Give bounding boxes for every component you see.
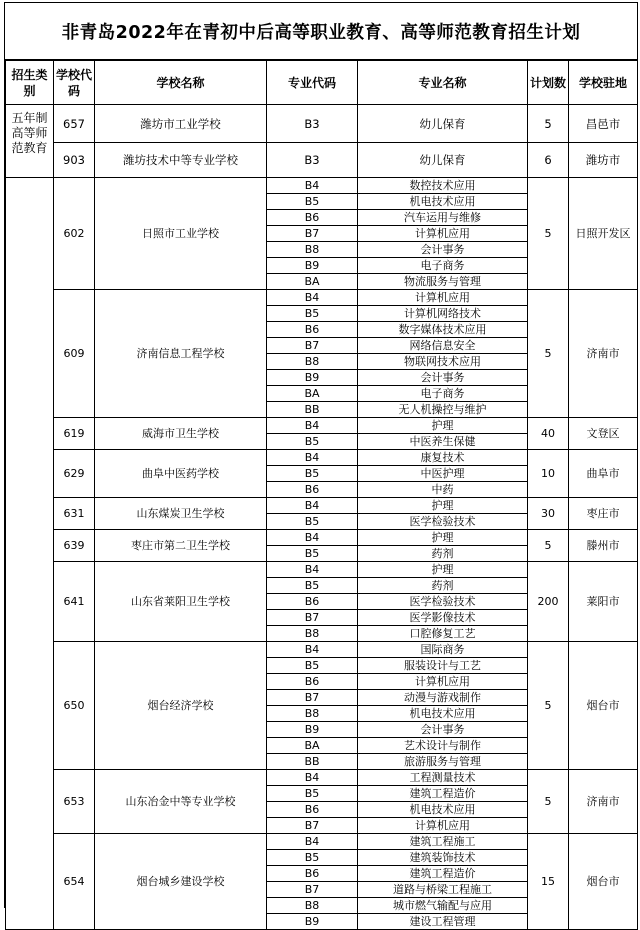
major-name-cell: 建筑装饰技术 bbox=[358, 850, 528, 866]
major-code-cell: B7 bbox=[267, 338, 358, 354]
school-location-cell: 济南市 bbox=[569, 770, 638, 834]
major-code-cell: B5 bbox=[267, 514, 358, 530]
major-code-cell: B8 bbox=[267, 242, 358, 258]
major-name-cell: 无人机操控与维护 bbox=[358, 402, 528, 418]
major-name-cell: 计算机网络技术 bbox=[358, 306, 528, 322]
major-code-cell: B6 bbox=[267, 802, 358, 818]
school-name-cell: 枣庄市第二卫生学校 bbox=[95, 530, 267, 562]
major-code-cell: B4 bbox=[267, 530, 358, 546]
major-code-cell: B6 bbox=[267, 482, 358, 498]
major-name-cell: 数字媒体技术应用 bbox=[358, 322, 528, 338]
major-name-cell: 电子商务 bbox=[358, 258, 528, 274]
major-name-cell: 护理 bbox=[358, 562, 528, 578]
school-name-cell: 威海市卫生学校 bbox=[95, 418, 267, 450]
school-location-cell: 曲阜市 bbox=[569, 450, 638, 498]
school-code-cell: 631 bbox=[54, 498, 95, 530]
header-category: 招生类别 bbox=[6, 61, 54, 105]
school-code-cell: 619 bbox=[54, 418, 95, 450]
header-major-name: 专业名称 bbox=[358, 61, 528, 105]
major-code-cell: B7 bbox=[267, 610, 358, 626]
table-row bbox=[6, 290, 638, 306]
major-name-cell: 艺术设计与制作 bbox=[358, 738, 528, 754]
table-row bbox=[6, 770, 638, 786]
plan-count-cell: 40 bbox=[528, 418, 569, 450]
school-name-cell: 烟台城乡建设学校 bbox=[95, 834, 267, 930]
major-code-cell: B9 bbox=[267, 722, 358, 738]
school-code-cell: 654 bbox=[54, 834, 95, 930]
major-name-cell: 工程测量技术 bbox=[358, 770, 528, 786]
school-code-cell: 641 bbox=[54, 562, 95, 642]
school-name-cell: 潍坊技术中等专业学校 bbox=[95, 143, 267, 178]
major-code-cell: B4 bbox=[267, 770, 358, 786]
major-code-cell: B5 bbox=[267, 466, 358, 482]
major-code-cell: B3 bbox=[267, 105, 358, 143]
major-name-cell: 护理 bbox=[358, 530, 528, 546]
admission-plan-table bbox=[5, 60, 638, 930]
admission-plan-sheet bbox=[4, 2, 638, 928]
plan-count-cell: 5 bbox=[528, 770, 569, 834]
school-code-cell: 657 bbox=[54, 105, 95, 143]
plan-count-cell: 5 bbox=[528, 105, 569, 143]
header-school-name: 学校名称 bbox=[95, 61, 267, 105]
major-name-cell: 中药 bbox=[358, 482, 528, 498]
major-name-cell: 物流服务与管理 bbox=[358, 274, 528, 290]
major-code-cell: B8 bbox=[267, 354, 358, 370]
major-name-cell: 医学检验技术 bbox=[358, 514, 528, 530]
major-code-cell: B5 bbox=[267, 546, 358, 562]
major-code-cell: B5 bbox=[267, 578, 358, 594]
major-name-cell: 城市燃气输配与应用 bbox=[358, 898, 528, 914]
table-row bbox=[6, 498, 638, 514]
major-code-cell: B6 bbox=[267, 594, 358, 610]
major-code-cell: B4 bbox=[267, 498, 358, 514]
major-code-cell: BA bbox=[267, 386, 358, 402]
document-title: 非青岛2022年在青初中后高等职业教育、高等师范教育招生计划 bbox=[5, 2, 637, 60]
plan-count-cell: 30 bbox=[528, 498, 569, 530]
school-name-cell: 曲阜中医药学校 bbox=[95, 450, 267, 498]
school-location-cell: 烟台市 bbox=[569, 642, 638, 770]
major-code-cell: BB bbox=[267, 754, 358, 770]
major-code-cell: B7 bbox=[267, 818, 358, 834]
major-name-cell: 道路与桥梁工程施工 bbox=[358, 882, 528, 898]
school-code-cell: 653 bbox=[54, 770, 95, 834]
table-row bbox=[6, 105, 638, 143]
table-row bbox=[6, 834, 638, 850]
major-code-cell: B4 bbox=[267, 178, 358, 194]
major-name-cell: 国际商务 bbox=[358, 642, 528, 658]
major-code-cell: B5 bbox=[267, 658, 358, 674]
major-code-cell: BA bbox=[267, 738, 358, 754]
major-name-cell: 会计事务 bbox=[358, 242, 528, 258]
major-name-cell: 动漫与游戏制作 bbox=[358, 690, 528, 706]
major-name-cell: 机电技术应用 bbox=[358, 802, 528, 818]
major-name-cell: 建筑工程造价 bbox=[358, 786, 528, 802]
school-name-cell: 山东省莱阳卫生学校 bbox=[95, 562, 267, 642]
major-name-cell: 医学影像技术 bbox=[358, 610, 528, 626]
plan-count-cell: 200 bbox=[528, 562, 569, 642]
major-name-cell: 旅游服务与管理 bbox=[358, 754, 528, 770]
major-code-cell: B6 bbox=[267, 674, 358, 690]
school-location-cell: 滕州市 bbox=[569, 530, 638, 562]
major-name-cell: 会计事务 bbox=[358, 722, 528, 738]
major-code-cell: B5 bbox=[267, 306, 358, 322]
major-name-cell: 药剂 bbox=[358, 578, 528, 594]
school-code-cell: 602 bbox=[54, 178, 95, 290]
major-name-cell: 数控技术应用 bbox=[358, 178, 528, 194]
major-code-cell: B4 bbox=[267, 450, 358, 466]
major-name-cell: 计算机应用 bbox=[358, 290, 528, 306]
major-code-cell: B5 bbox=[267, 786, 358, 802]
major-name-cell: 计算机应用 bbox=[358, 674, 528, 690]
table-row bbox=[6, 642, 638, 658]
school-code-cell: 639 bbox=[54, 530, 95, 562]
major-code-cell: B8 bbox=[267, 626, 358, 642]
major-name-cell: 中医养生保健 bbox=[358, 434, 528, 450]
major-code-cell: B4 bbox=[267, 418, 358, 434]
table-row bbox=[6, 418, 638, 434]
major-code-cell: B8 bbox=[267, 706, 358, 722]
major-code-cell: B5 bbox=[267, 850, 358, 866]
school-code-cell: 629 bbox=[54, 450, 95, 498]
major-code-cell: B7 bbox=[267, 690, 358, 706]
category-cell: 五年制高等师范教育 bbox=[6, 105, 54, 178]
major-name-cell: 护理 bbox=[358, 498, 528, 514]
header-location: 学校驻地 bbox=[569, 61, 638, 105]
school-name-cell: 山东冶金中等专业学校 bbox=[95, 770, 267, 834]
major-name-cell: 汽车运用与维修 bbox=[358, 210, 528, 226]
major-name-cell: 幼儿保育 bbox=[358, 143, 528, 178]
table-row bbox=[6, 530, 638, 546]
plan-count-cell: 6 bbox=[528, 143, 569, 178]
plan-count-cell: 10 bbox=[528, 450, 569, 498]
major-name-cell: 计算机应用 bbox=[358, 818, 528, 834]
school-location-cell: 昌邑市 bbox=[569, 105, 638, 143]
school-name-cell: 山东煤炭卫生学校 bbox=[95, 498, 267, 530]
major-code-cell: B7 bbox=[267, 226, 358, 242]
plan-count-cell: 5 bbox=[528, 642, 569, 770]
table-row bbox=[6, 562, 638, 578]
school-location-cell: 日照开发区 bbox=[569, 178, 638, 290]
school-location-cell: 莱阳市 bbox=[569, 562, 638, 642]
major-code-cell: B9 bbox=[267, 370, 358, 386]
major-code-cell: B5 bbox=[267, 434, 358, 450]
table-row bbox=[6, 450, 638, 466]
major-code-cell: B6 bbox=[267, 322, 358, 338]
major-name-cell: 幼儿保育 bbox=[358, 105, 528, 143]
school-name-cell: 日照市工业学校 bbox=[95, 178, 267, 290]
major-name-cell: 电子商务 bbox=[358, 386, 528, 402]
school-code-cell: 903 bbox=[54, 143, 95, 178]
major-code-cell: B6 bbox=[267, 210, 358, 226]
major-name-cell: 康复技术 bbox=[358, 450, 528, 466]
major-name-cell: 建筑工程造价 bbox=[358, 866, 528, 882]
major-name-cell: 医学检验技术 bbox=[358, 594, 528, 610]
major-code-cell: B4 bbox=[267, 834, 358, 850]
major-code-cell: B9 bbox=[267, 914, 358, 930]
header-major-code: 专业代码 bbox=[267, 61, 358, 105]
major-code-cell: B9 bbox=[267, 258, 358, 274]
major-code-cell: B4 bbox=[267, 562, 358, 578]
plan-count-cell: 15 bbox=[528, 834, 569, 930]
table-row bbox=[6, 178, 638, 194]
school-name-cell: 济南信息工程学校 bbox=[95, 290, 267, 418]
major-name-cell: 网络信息安全 bbox=[358, 338, 528, 354]
school-location-cell: 枣庄市 bbox=[569, 498, 638, 530]
school-location-cell: 烟台市 bbox=[569, 834, 638, 930]
school-code-cell: 609 bbox=[54, 290, 95, 418]
major-code-cell: B5 bbox=[267, 194, 358, 210]
school-name-cell: 烟台经济学校 bbox=[95, 642, 267, 770]
major-name-cell: 机电技术应用 bbox=[358, 706, 528, 722]
major-name-cell: 药剂 bbox=[358, 546, 528, 562]
major-name-cell: 计算机应用 bbox=[358, 226, 528, 242]
major-code-cell: B6 bbox=[267, 866, 358, 882]
school-name-cell: 潍坊市工业学校 bbox=[95, 105, 267, 143]
plan-count-cell: 5 bbox=[528, 290, 569, 418]
category-cell bbox=[6, 178, 54, 930]
major-code-cell: B3 bbox=[267, 143, 358, 178]
table-header-row bbox=[6, 61, 638, 105]
school-location-cell: 济南市 bbox=[569, 290, 638, 418]
major-name-cell: 建筑工程施工 bbox=[358, 834, 528, 850]
major-code-cell: B7 bbox=[267, 882, 358, 898]
header-plan: 计划数 bbox=[528, 61, 569, 105]
major-name-cell: 中医护理 bbox=[358, 466, 528, 482]
major-code-cell: B8 bbox=[267, 898, 358, 914]
school-location-cell: 潍坊市 bbox=[569, 143, 638, 178]
major-code-cell: B4 bbox=[267, 642, 358, 658]
major-code-cell: BB bbox=[267, 402, 358, 418]
major-name-cell: 口腔修复工艺 bbox=[358, 626, 528, 642]
major-name-cell: 护理 bbox=[358, 418, 528, 434]
major-name-cell: 服装设计与工艺 bbox=[358, 658, 528, 674]
major-name-cell: 会计事务 bbox=[358, 370, 528, 386]
major-name-cell: 物联网技术应用 bbox=[358, 354, 528, 370]
major-name-cell: 建设工程管理 bbox=[358, 914, 528, 930]
header-school-code: 学校代码 bbox=[54, 61, 95, 105]
major-code-cell: BA bbox=[267, 274, 358, 290]
major-name-cell: 机电技术应用 bbox=[358, 194, 528, 210]
plan-count-cell: 5 bbox=[528, 178, 569, 290]
table-row bbox=[6, 143, 638, 178]
school-code-cell: 650 bbox=[54, 642, 95, 770]
plan-count-cell: 5 bbox=[528, 530, 569, 562]
school-location-cell: 文登区 bbox=[569, 418, 638, 450]
major-code-cell: B4 bbox=[267, 290, 358, 306]
